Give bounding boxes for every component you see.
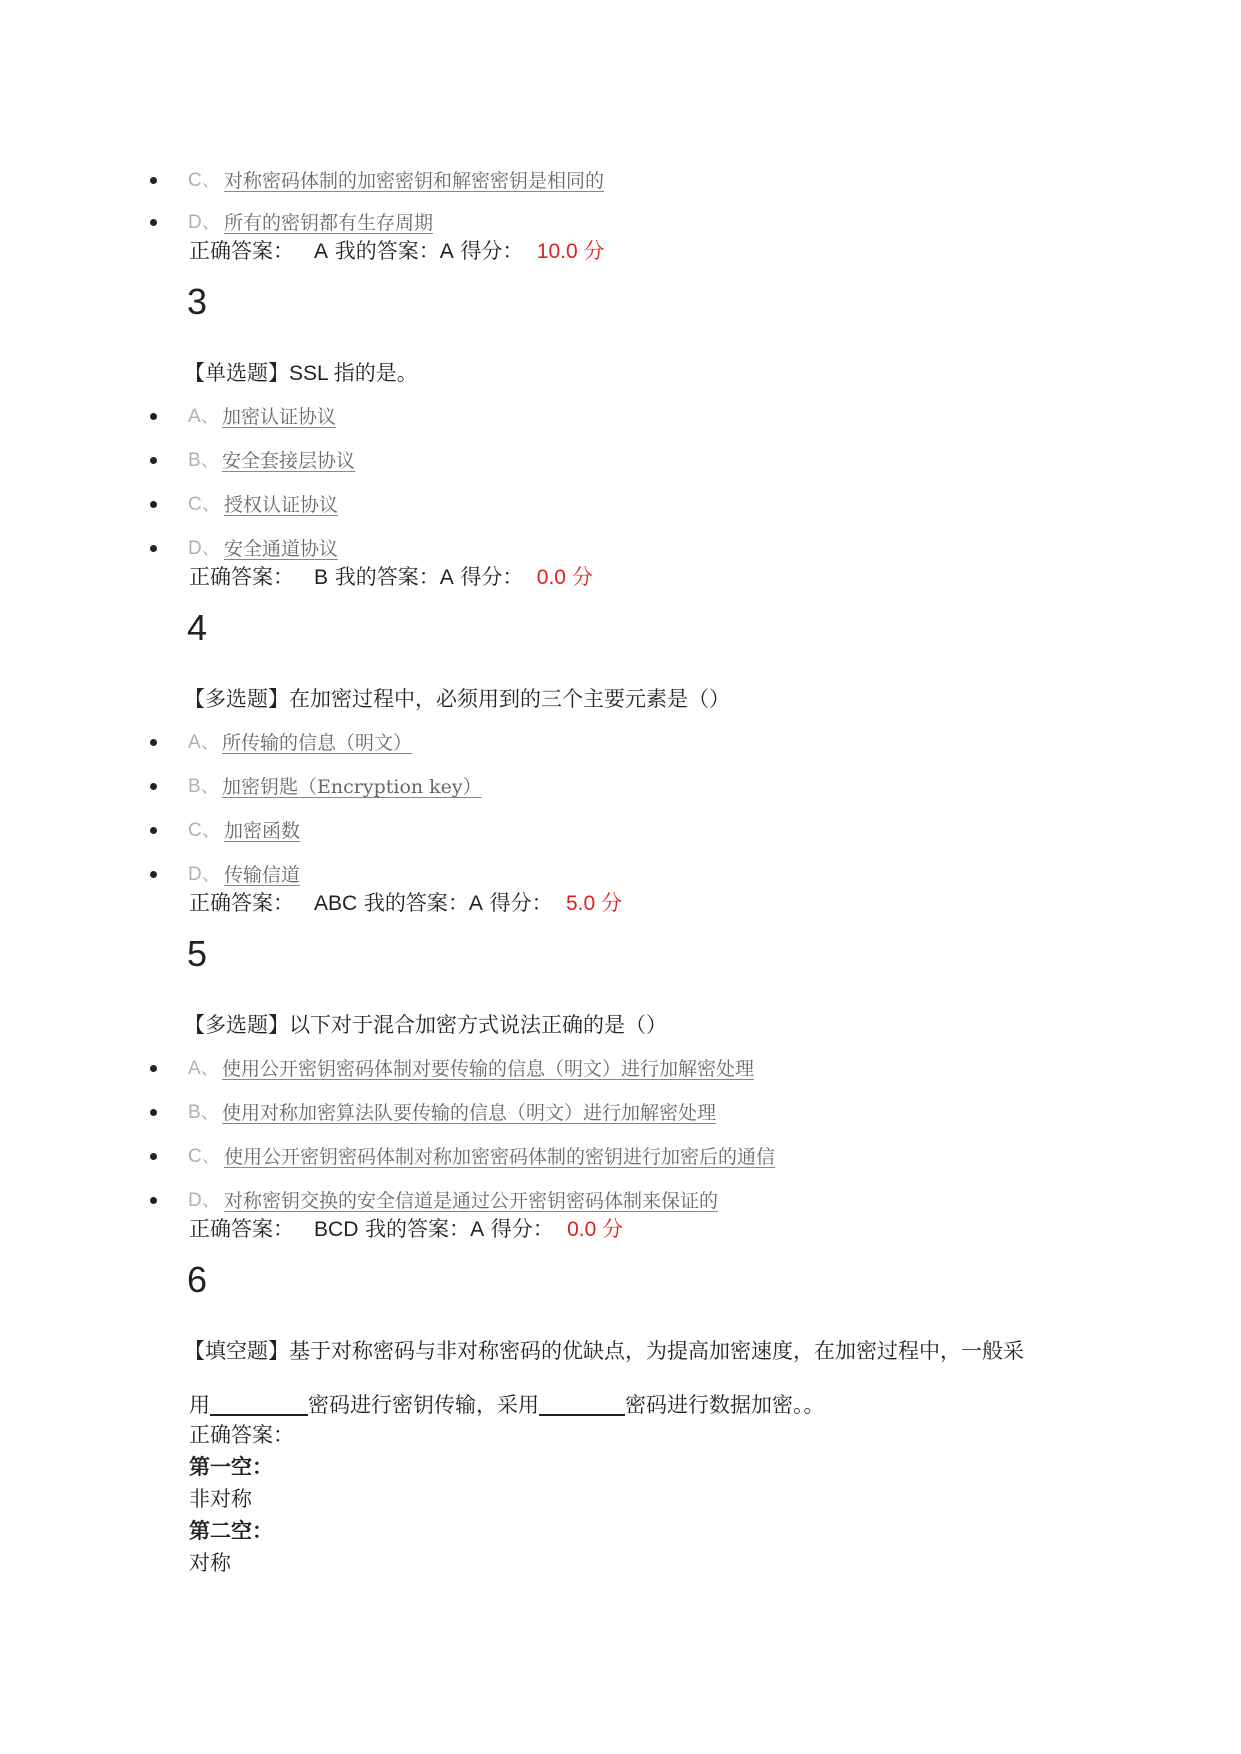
score-label: 得分： [490, 1217, 554, 1241]
option-text[interactable]: 传输信道 [224, 864, 301, 886]
blank-two[interactable] [539, 1392, 625, 1416]
stem-part: 密码进行数据加密。。 [625, 1393, 825, 1417]
correct-answer-value: ABC [314, 892, 358, 915]
option-letter: D、 [188, 864, 221, 885]
my-answer-value: A [439, 566, 454, 589]
option-text[interactable]: 授权认证协议 [224, 494, 339, 516]
question-stem [184, 1336, 1024, 1366]
bullet-icon [150, 739, 157, 746]
question-stem [184, 684, 730, 714]
score-value: 5.0 分 [565, 892, 622, 915]
correct-answer-value: A [314, 240, 329, 263]
option-letter: B、 [188, 776, 220, 797]
option-text[interactable]: 使用对称加密算法队要传输的信息（明文）进行加解密处理 [222, 1102, 717, 1124]
bullet-icon [150, 413, 157, 420]
option-text[interactable]: 安全通道协议 [224, 538, 339, 560]
blank2-label: 第二空： [189, 1518, 273, 1543]
option-letter: C、 [188, 820, 221, 841]
blank2-value: 对称 [189, 1551, 231, 1575]
correct-answer-label: 正确答案： [189, 565, 294, 589]
bullet-icon [150, 1197, 157, 1204]
my-answer-value: A [439, 240, 454, 263]
bullet-icon [150, 1153, 157, 1160]
bullet-icon [150, 177, 157, 184]
option-text[interactable]: 对称密码体制的加密密钥和解密密钥是相同的 [224, 170, 605, 192]
question-number: 6 [187, 1259, 208, 1300]
bullet-icon [150, 1109, 157, 1116]
option-text[interactable]: 安全套接层协议 [222, 450, 356, 472]
option-letter: C、 [188, 1146, 221, 1167]
my-answer-label: 我的答案： [334, 565, 440, 589]
question-stem [184, 1010, 667, 1040]
my-answer-value: A [470, 1218, 485, 1241]
option-letter: C、 [188, 170, 221, 191]
score-value: 0.0 分 [567, 1218, 624, 1241]
my-answer-label: 我的答案： [363, 891, 469, 915]
correct-answer-label: 正确答案： [189, 239, 294, 263]
score-label: 得分： [460, 565, 524, 589]
score-value: 10.0 分 [536, 240, 605, 263]
option-text[interactable]: 所传输的信息（明文） [222, 732, 413, 754]
blank1-value: 非对称 [189, 1487, 252, 1511]
bullet-icon [150, 545, 157, 552]
option-letter: D、 [188, 212, 221, 233]
question-number: 3 [187, 281, 208, 322]
question-stem-line2 [189, 1390, 825, 1420]
option-letter: B、 [188, 450, 220, 471]
bullet-icon [150, 871, 157, 878]
option-text[interactable]: 加密函数 [224, 820, 301, 842]
blank-one[interactable] [210, 1392, 308, 1416]
my-answer-label: 我的答案： [365, 1217, 471, 1241]
question-text: 以下对于混合加密方式说法正确的是（） [289, 1013, 667, 1037]
q2-answer-line [189, 236, 605, 267]
q5-answer-line [189, 1214, 623, 1245]
option-text[interactable]: 所有的密钥都有生存周期 [224, 212, 434, 234]
correct-answer-label: 正确答案： [189, 1217, 294, 1241]
correct-answer-value: BCD [314, 1218, 359, 1241]
blank1-label: 第一空： [189, 1454, 273, 1479]
bullet-icon [150, 1065, 157, 1072]
option-letter: C、 [188, 494, 221, 515]
question-type: 【单选题】 [184, 361, 289, 385]
question-text: SSL 指的是。 [289, 362, 418, 385]
bullet-icon [150, 457, 157, 464]
option-letter: A、 [188, 1058, 220, 1079]
stem-part: 密码进行密钥传输，采用 [308, 1393, 539, 1417]
question-stem [184, 358, 418, 389]
question-text: 在加密过程中，必须用到的三个主要元素是（） [289, 687, 730, 711]
question-type: 【多选题】 [184, 687, 289, 711]
stem-part: 用 [189, 1393, 210, 1417]
option-text[interactable]: 使用公开密钥密码体制对称加密密码体制的密钥进行加密后的通信 [224, 1146, 776, 1168]
option-letter: D、 [188, 1190, 221, 1211]
q3-answer-line [189, 562, 593, 593]
score-label: 得分： [460, 239, 524, 263]
option-letter: A、 [188, 406, 220, 427]
bullet-icon [150, 783, 157, 790]
bullet-icon [150, 501, 157, 508]
my-answer-label: 我的答案： [334, 239, 440, 263]
option-text[interactable]: 对称密钥交换的安全信道是通过公开密钥密码体制来保证的 [224, 1190, 719, 1212]
my-answer-value: A [468, 892, 483, 915]
q4-answer-line [189, 888, 622, 919]
question-text: 基于对称密码与非对称密码的优缺点，为提高加密速度，在加密过程中，一般采 [289, 1339, 1024, 1363]
option-text[interactable]: 加密钥匙（Encryption key） [222, 776, 482, 798]
option-text[interactable]: 使用公开密钥密码体制对要传输的信息（明文）进行加解密处理 [222, 1058, 755, 1080]
score-value: 0.0 分 [536, 566, 593, 589]
option-letter: D、 [188, 538, 221, 559]
question-type: 【填空题】 [184, 1339, 289, 1363]
correct-answer-label: 正确答案： [189, 1423, 294, 1447]
bullet-icon [150, 219, 157, 226]
bullet-icon [150, 827, 157, 834]
score-label: 得分： [489, 891, 553, 915]
option-letter: A、 [188, 732, 220, 753]
question-number: 4 [187, 607, 208, 648]
option-text[interactable]: 加密认证协议 [222, 406, 337, 428]
question-type: 【多选题】 [184, 1013, 289, 1037]
option-letter: B、 [188, 1102, 220, 1123]
correct-answer-value: B [314, 566, 329, 589]
question-number: 5 [187, 933, 208, 974]
correct-answer-label: 正确答案： [189, 891, 294, 915]
